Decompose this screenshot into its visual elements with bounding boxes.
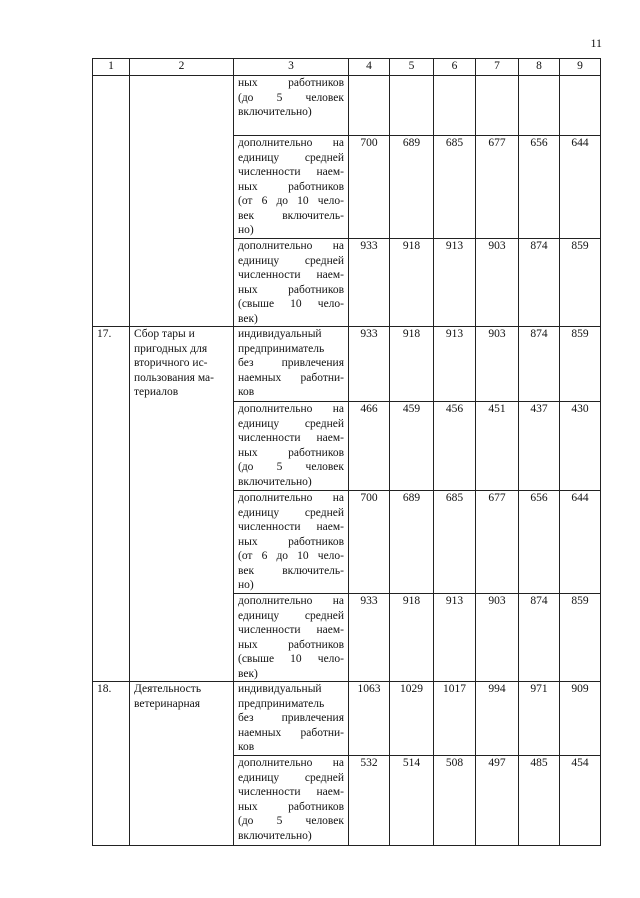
- value-cell: 644: [560, 136, 601, 239]
- description-line: единицу средней: [238, 609, 344, 622]
- page-number: 11: [590, 36, 602, 50]
- value-cell: 859: [560, 594, 601, 682]
- description-line: единицу средней: [238, 771, 344, 784]
- description-line: ков: [238, 741, 255, 753]
- activity-line: Деятельность: [134, 683, 202, 695]
- value-cell: 508: [434, 756, 476, 846]
- description-line: предприниматель: [238, 342, 325, 355]
- value-cell: 918: [390, 594, 434, 682]
- value-cell: 644: [560, 491, 601, 594]
- value-cell: 1017: [434, 682, 476, 756]
- description-line: но): [238, 224, 254, 236]
- description-line: численности наем-: [238, 432, 344, 444]
- description-line: дополнительно на: [238, 492, 344, 504]
- value-cell: 933: [349, 327, 390, 402]
- description-line: дополнительно на: [238, 595, 344, 607]
- description-line: без привлечения: [238, 712, 344, 724]
- activity-line: пригодных для: [134, 342, 208, 355]
- description-line: включительно): [238, 829, 312, 842]
- description-line: ков: [238, 386, 255, 398]
- value-cell: 874: [519, 327, 560, 402]
- header-cell: 9: [560, 59, 601, 76]
- description-line: ных работников: [238, 283, 344, 296]
- value-cell: 456: [434, 402, 476, 491]
- description-line: (до 5 человек: [238, 815, 344, 827]
- value-cell: 485: [519, 756, 560, 846]
- description-cell: [234, 136, 349, 239]
- description-line: дополнительно на: [238, 757, 344, 769]
- value-cell: 874: [519, 594, 560, 682]
- value-cell: 700: [349, 136, 390, 239]
- value-cell: 532: [349, 756, 390, 846]
- description-cell: [234, 682, 349, 756]
- value-cell: 466: [349, 402, 390, 491]
- description-line: единицу средней: [238, 151, 344, 164]
- header-row: [93, 59, 601, 76]
- description-line: (от 6 до 10 чело-: [238, 550, 344, 562]
- description-cell: [234, 327, 349, 402]
- value-cell: 994: [476, 682, 519, 756]
- value-cell: 859: [560, 327, 601, 402]
- description-line: включительно): [238, 475, 312, 488]
- description-line: дополнительно на: [238, 137, 344, 149]
- row-number-cell: 17.: [93, 327, 130, 682]
- value-cell: 918: [390, 239, 434, 327]
- activity-line: ветеринарная: [134, 697, 201, 710]
- header-cell: 7: [476, 59, 519, 76]
- tariff-table: [92, 58, 601, 846]
- value-cell: 689: [390, 491, 434, 594]
- activity-line: вторичного ис-: [134, 357, 208, 369]
- value-cell: 685: [434, 136, 476, 239]
- value-cell: 454: [560, 756, 601, 846]
- value-cell: 859: [560, 239, 601, 327]
- description-line: дополнительно на: [238, 240, 344, 252]
- value-cell: 918: [390, 327, 434, 402]
- description-line: век включитель-: [238, 564, 344, 577]
- table-body: [93, 59, 601, 846]
- value-cell: 1029: [390, 682, 434, 756]
- description-line: единицу средней: [238, 417, 344, 430]
- header-cell: 6: [434, 59, 476, 76]
- value-cell: 903: [476, 239, 519, 327]
- header-cell: 3: [234, 59, 349, 76]
- value-cell: 459: [390, 402, 434, 491]
- value-cell: 656: [519, 136, 560, 239]
- row-number-cell: [93, 76, 130, 327]
- activity-line: пользования ма-: [134, 371, 214, 384]
- value-cell: 903: [476, 594, 519, 682]
- value-cell: 497: [476, 756, 519, 846]
- value-cell: 933: [349, 239, 390, 327]
- description-line: индивидуальный: [238, 683, 322, 695]
- description-line: единицу средней: [238, 254, 344, 267]
- description-cell: [234, 76, 349, 136]
- value-cell: [560, 76, 601, 136]
- header-cell: 1: [93, 59, 130, 76]
- value-cell: 430: [560, 402, 601, 491]
- description-line: включительно): [238, 106, 312, 118]
- value-cell: 903: [476, 327, 519, 402]
- activity-cell: [130, 682, 234, 846]
- description-line: век): [238, 312, 258, 325]
- value-cell: 700: [349, 491, 390, 594]
- description-line: (от 6 до 10 чело-: [238, 195, 344, 207]
- value-cell: 913: [434, 594, 476, 682]
- description-line: дополнительно на: [238, 403, 344, 415]
- description-line: численности наем-: [238, 166, 344, 178]
- description-line: (до 5 человек: [238, 91, 344, 104]
- description-line: ных работников: [238, 800, 344, 813]
- description-line: индивидуальный: [238, 328, 322, 340]
- activity-cell: [130, 327, 234, 682]
- table-row: [93, 76, 601, 136]
- value-cell: 689: [390, 136, 434, 239]
- row-number-cell: 18.: [93, 682, 130, 846]
- value-cell: 933: [349, 594, 390, 682]
- description-line: (свыше 10 чело-: [238, 298, 344, 310]
- description-line: наемных работни-: [238, 726, 344, 739]
- description-line: единицу средней: [238, 506, 344, 519]
- activity-line: Сбор тары и: [134, 328, 195, 340]
- description-line: (до 5 человек: [238, 461, 344, 473]
- header-cell: 2: [130, 59, 234, 76]
- description-line: без привлечения: [238, 357, 344, 369]
- value-cell: 909: [560, 682, 601, 756]
- description-line: век): [238, 667, 258, 680]
- description-line: ных работников: [238, 535, 344, 548]
- value-cell: 677: [476, 491, 519, 594]
- table-row: [93, 682, 601, 756]
- activity-line: териалов: [134, 386, 179, 398]
- description-line: ных работников: [238, 77, 344, 89]
- description-line: численности наем-: [238, 786, 344, 798]
- description-line: предприниматель: [238, 697, 325, 710]
- description-cell: [234, 756, 349, 846]
- header-cell: 5: [390, 59, 434, 76]
- header-cell: 8: [519, 59, 560, 76]
- value-cell: 913: [434, 327, 476, 402]
- value-cell: 677: [476, 136, 519, 239]
- description-line: наемных работни-: [238, 371, 344, 384]
- value-cell: 1063: [349, 682, 390, 756]
- value-cell: 514: [390, 756, 434, 846]
- value-cell: [434, 76, 476, 136]
- description-line: век включитель-: [238, 209, 344, 222]
- value-cell: 656: [519, 491, 560, 594]
- description-cell: [234, 594, 349, 682]
- description-line: численности наем-: [238, 521, 344, 533]
- header-cell: 4: [349, 59, 390, 76]
- value-cell: 437: [519, 402, 560, 491]
- description-line: ных работников: [238, 180, 344, 193]
- value-cell: 971: [519, 682, 560, 756]
- description-line: но): [238, 579, 254, 591]
- value-cell: 913: [434, 239, 476, 327]
- description-line: численности наем-: [238, 269, 344, 281]
- description-line: ных работников: [238, 446, 344, 459]
- value-cell: 451: [476, 402, 519, 491]
- value-cell: [476, 76, 519, 136]
- description-line: ных работников: [238, 638, 344, 651]
- value-cell: [390, 76, 434, 136]
- value-cell: [349, 76, 390, 136]
- description-cell: [234, 491, 349, 594]
- description-cell: [234, 402, 349, 491]
- value-cell: [519, 76, 560, 136]
- description-line: (свыше 10 чело-: [238, 653, 344, 665]
- description-cell: [234, 239, 349, 327]
- description-line: численности наем-: [238, 624, 344, 636]
- value-cell: 685: [434, 491, 476, 594]
- table-row: [93, 327, 601, 402]
- value-cell: 874: [519, 239, 560, 327]
- activity-cell: [130, 76, 234, 327]
